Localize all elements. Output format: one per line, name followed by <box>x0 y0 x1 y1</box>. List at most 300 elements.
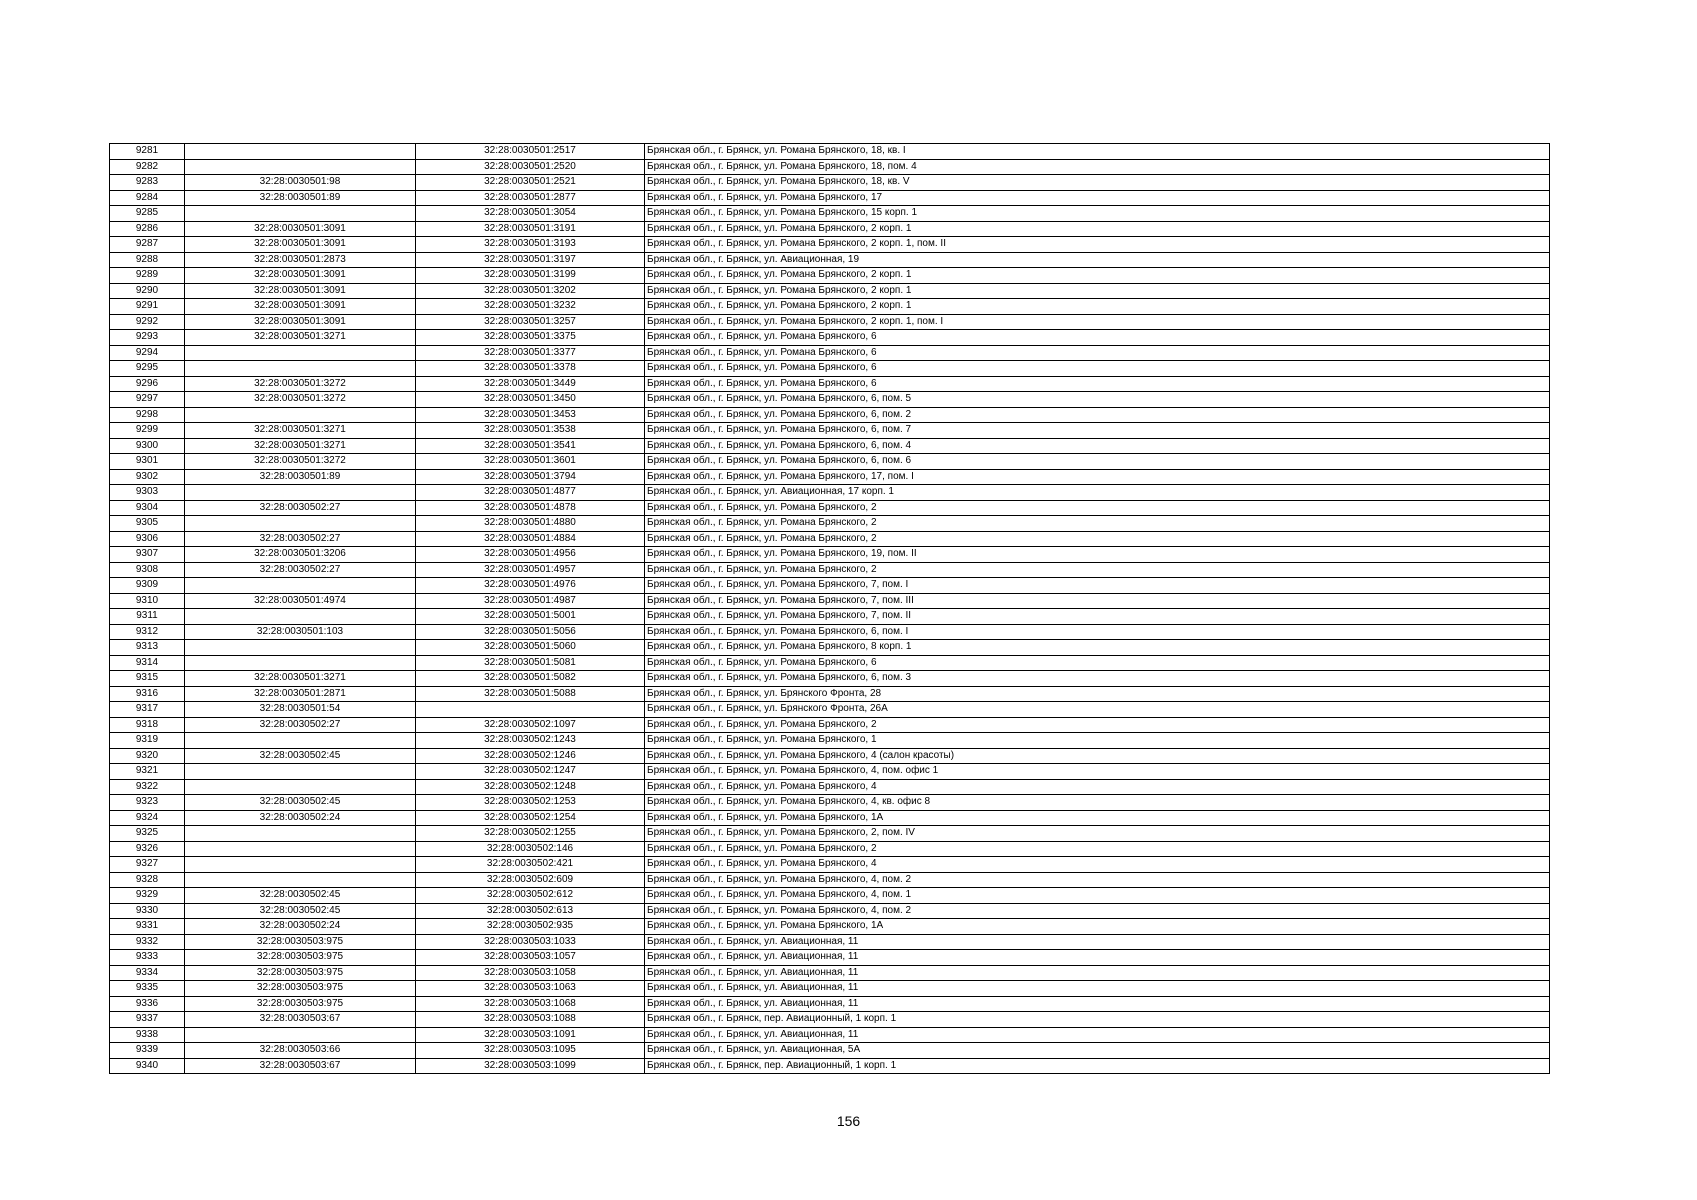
row-number-cell: 9286 <box>110 221 185 237</box>
row-number-cell: 9309 <box>110 578 185 594</box>
table-row <box>110 872 1550 888</box>
address-cell: Брянская обл., г. Брянск, пер. Авиационный, 1 корп. 1 <box>645 1058 1550 1074</box>
cadastral-number-cell: 32:28:0030502:1097 <box>416 717 645 733</box>
cadastral-number-cell: 32:28:0030503:1057 <box>416 950 645 966</box>
address-cell: Брянская обл., г. Брянск, ул. Романа Брянского, 6 <box>645 361 1550 377</box>
cadastral-number-cell: 32:28:0030501:3538 <box>416 423 645 439</box>
address-cell: Брянская обл., г. Брянск, ул. Авиационная, 11 <box>645 981 1550 997</box>
row-number-cell: 9311 <box>110 609 185 625</box>
table-row <box>110 686 1550 702</box>
parent-cadastral-number-cell: 32:28:0030501:3271 <box>185 671 416 687</box>
parent-cadastral-number-cell: 32:28:0030501:98 <box>185 175 416 191</box>
address-cell: Брянская обл., г. Брянск, ул. Романа Брянского, 17 <box>645 190 1550 206</box>
cadastral-number-cell: 32:28:0030502:146 <box>416 841 645 857</box>
parent-cadastral-number-cell <box>185 779 416 795</box>
table-row <box>110 857 1550 873</box>
row-number-cell: 9284 <box>110 190 185 206</box>
cadastral-number-cell: 32:28:0030502:421 <box>416 857 645 873</box>
address-cell: Брянская обл., г. Брянск, ул. Романа Брянского, 2 корп. 1 <box>645 283 1550 299</box>
row-number-cell: 9331 <box>110 919 185 935</box>
parent-cadastral-number-cell: 32:28:0030502:24 <box>185 919 416 935</box>
parent-cadastral-number-cell: 32:28:0030502:45 <box>185 888 416 904</box>
cadastral-number-cell: 32:28:0030501:5060 <box>416 640 645 656</box>
table-body <box>110 144 1550 1074</box>
property-registry-table <box>109 143 1550 1074</box>
table-row <box>110 283 1550 299</box>
cadastral-number-cell: 32:28:0030502:1247 <box>416 764 645 780</box>
table-row <box>110 795 1550 811</box>
table-row <box>110 268 1550 284</box>
cadastral-number-cell: 32:28:0030501:2517 <box>416 144 645 160</box>
cadastral-number-cell: 32:28:0030501:2521 <box>416 175 645 191</box>
table-row <box>110 702 1550 718</box>
address-cell: Брянская обл., г. Брянск, ул. Романа Брянского, 2 <box>645 717 1550 733</box>
table-row <box>110 965 1550 981</box>
row-number-cell: 9322 <box>110 779 185 795</box>
table-row <box>110 221 1550 237</box>
row-number-cell: 9328 <box>110 872 185 888</box>
parent-cadastral-number-cell: 32:28:0030502:27 <box>185 531 416 547</box>
table-row <box>110 779 1550 795</box>
address-cell: Брянская обл., г. Брянск, ул. Романа Брянского, 1А <box>645 810 1550 826</box>
parent-cadastral-number-cell <box>185 485 416 501</box>
parent-cadastral-number-cell: 32:28:0030501:89 <box>185 190 416 206</box>
table-row <box>110 841 1550 857</box>
address-cell: Брянская обл., г. Брянск, ул. Романа Брянского, 4 (салон красоты) <box>645 748 1550 764</box>
parent-cadastral-number-cell <box>185 764 416 780</box>
table-row <box>110 531 1550 547</box>
parent-cadastral-number-cell <box>185 826 416 842</box>
address-cell: Брянская обл., г. Брянск, ул. Романа Брянского, 4, кв. офис 8 <box>645 795 1550 811</box>
cadastral-number-cell: 32:28:0030501:3054 <box>416 206 645 222</box>
table-row <box>110 609 1550 625</box>
table-row <box>110 578 1550 594</box>
cadastral-number-cell: 32:28:0030501:5056 <box>416 624 645 640</box>
row-number-cell: 9291 <box>110 299 185 315</box>
table-row <box>110 764 1550 780</box>
row-number-cell: 9294 <box>110 345 185 361</box>
parent-cadastral-number-cell: 32:28:0030503:67 <box>185 1058 416 1074</box>
cadastral-number-cell: 32:28:0030501:4880 <box>416 516 645 532</box>
cadastral-number-cell: 32:28:0030501:5001 <box>416 609 645 625</box>
table-row <box>110 655 1550 671</box>
cadastral-number-cell: 32:28:0030501:4976 <box>416 578 645 594</box>
table-row <box>110 547 1550 563</box>
row-number-cell: 9308 <box>110 562 185 578</box>
table-row <box>110 624 1550 640</box>
row-number-cell: 9326 <box>110 841 185 857</box>
row-number-cell: 9289 <box>110 268 185 284</box>
row-number-cell: 9285 <box>110 206 185 222</box>
address-cell: Брянская обл., г. Брянск, ул. Романа Брянского, 4, пом. офис 1 <box>645 764 1550 780</box>
parent-cadastral-number-cell: 32:28:0030501:2871 <box>185 686 416 702</box>
table-row <box>110 500 1550 516</box>
cadastral-number-cell: 32:28:0030502:612 <box>416 888 645 904</box>
cadastral-number-cell: 32:28:0030501:2877 <box>416 190 645 206</box>
cadastral-number-cell: 32:28:0030502:1243 <box>416 733 645 749</box>
cadastral-number-cell: 32:28:0030502:1246 <box>416 748 645 764</box>
address-cell: Брянская обл., г. Брянск, ул. Романа Брянского, 7, пом. I <box>645 578 1550 594</box>
cadastral-number-cell: 32:28:0030501:4956 <box>416 547 645 563</box>
row-number-cell: 9287 <box>110 237 185 253</box>
cadastral-number-cell: 32:28:0030503:1088 <box>416 1012 645 1028</box>
cadastral-number-cell: 32:28:0030503:1033 <box>416 934 645 950</box>
row-number-cell: 9304 <box>110 500 185 516</box>
row-number-cell: 9339 <box>110 1043 185 1059</box>
address-cell: Брянская обл., г. Брянск, ул. Авиационная, 11 <box>645 965 1550 981</box>
address-cell: Брянская обл., г. Брянск, ул. Романа Брянского, 4, пом. 2 <box>645 872 1550 888</box>
cadastral-number-cell: 32:28:0030501:3375 <box>416 330 645 346</box>
parent-cadastral-number-cell: 32:28:0030503:975 <box>185 934 416 950</box>
parent-cadastral-number-cell: 32:28:0030501:89 <box>185 469 416 485</box>
parent-cadastral-number-cell: 32:28:0030501:3091 <box>185 268 416 284</box>
parent-cadastral-number-cell: 32:28:0030501:3091 <box>185 283 416 299</box>
row-number-cell: 9321 <box>110 764 185 780</box>
table-row <box>110 206 1550 222</box>
cadastral-number-cell: 32:28:0030502:613 <box>416 903 645 919</box>
cadastral-number-cell: 32:28:0030502:609 <box>416 872 645 888</box>
table-row <box>110 593 1550 609</box>
table-row <box>110 376 1550 392</box>
row-number-cell: 9314 <box>110 655 185 671</box>
parent-cadastral-number-cell: 32:28:0030503:975 <box>185 996 416 1012</box>
row-number-cell: 9323 <box>110 795 185 811</box>
table-row <box>110 190 1550 206</box>
parent-cadastral-number-cell: 32:28:0030501:54 <box>185 702 416 718</box>
address-cell: Брянская обл., г. Брянск, ул. Романа Брянского, 6, пом. 5 <box>645 392 1550 408</box>
table-row <box>110 810 1550 826</box>
address-cell: Брянская обл., г. Брянск, ул. Романа Брянского, 6, пом. 4 <box>645 438 1550 454</box>
table-row <box>110 1043 1550 1059</box>
parent-cadastral-number-cell <box>185 159 416 175</box>
table-row <box>110 516 1550 532</box>
row-number-cell: 9324 <box>110 810 185 826</box>
parent-cadastral-number-cell <box>185 516 416 532</box>
row-number-cell: 9298 <box>110 407 185 423</box>
address-cell: Брянская обл., г. Брянск, ул. Романа Брянского, 18, пом. 4 <box>645 159 1550 175</box>
table-row <box>110 144 1550 160</box>
cadastral-number-cell: 32:28:0030501:5082 <box>416 671 645 687</box>
cadastral-number-cell <box>416 702 645 718</box>
row-number-cell: 9283 <box>110 175 185 191</box>
parent-cadastral-number-cell: 32:28:0030501:3271 <box>185 423 416 439</box>
cadastral-number-cell: 32:28:0030503:1095 <box>416 1043 645 1059</box>
address-cell: Брянская обл., г. Брянск, ул. Романа Брянского, 2 корп. 1 <box>645 221 1550 237</box>
table-row <box>110 407 1550 423</box>
cadastral-number-cell: 32:28:0030501:3601 <box>416 454 645 470</box>
table-row <box>110 330 1550 346</box>
address-cell: Брянская обл., г. Брянск, ул. Романа Брянского, 6 <box>645 376 1550 392</box>
cadastral-number-cell: 32:28:0030501:5088 <box>416 686 645 702</box>
cadastral-number-cell: 32:28:0030501:3257 <box>416 314 645 330</box>
cadastral-number-cell: 32:28:0030503:1068 <box>416 996 645 1012</box>
cadastral-number-cell: 32:28:0030501:5081 <box>416 655 645 671</box>
row-number-cell: 9335 <box>110 981 185 997</box>
cadastral-number-cell: 32:28:0030501:3197 <box>416 252 645 268</box>
address-cell: Брянская обл., г. Брянск, ул. Романа Брянского, 6, пом. 2 <box>645 407 1550 423</box>
parent-cadastral-number-cell <box>185 144 416 160</box>
parent-cadastral-number-cell: 32:28:0030501:3272 <box>185 392 416 408</box>
row-number-cell: 9317 <box>110 702 185 718</box>
table-row <box>110 671 1550 687</box>
address-cell: Брянская обл., г. Брянск, ул. Романа Брянского, 7, пом. II <box>645 609 1550 625</box>
row-number-cell: 9302 <box>110 469 185 485</box>
row-number-cell: 9307 <box>110 547 185 563</box>
cadastral-number-cell: 32:28:0030503:1058 <box>416 965 645 981</box>
parent-cadastral-number-cell <box>185 206 416 222</box>
row-number-cell: 9300 <box>110 438 185 454</box>
address-cell: Брянская обл., г. Брянск, ул. Романа Брянского, 2, пом. IV <box>645 826 1550 842</box>
page-number: 156 <box>836 1113 861 1129</box>
parent-cadastral-number-cell <box>185 640 416 656</box>
parent-cadastral-number-cell <box>185 609 416 625</box>
address-cell: Брянская обл., г. Брянск, ул. Романа Брянского, 2 <box>645 562 1550 578</box>
address-cell: Брянская обл., г. Брянск, ул. Авиационная, 5А <box>645 1043 1550 1059</box>
parent-cadastral-number-cell <box>185 407 416 423</box>
cadastral-number-cell: 32:28:0030501:3377 <box>416 345 645 361</box>
address-cell: Брянская обл., г. Брянск, ул. Романа Брянского, 2 корп. 1, пом. II <box>645 237 1550 253</box>
table-row <box>110 903 1550 919</box>
parent-cadastral-number-cell <box>185 857 416 873</box>
table-row <box>110 237 1550 253</box>
address-cell: Брянская обл., г. Брянск, ул. Романа Брянского, 4, пом. 2 <box>645 903 1550 919</box>
table-row <box>110 996 1550 1012</box>
parent-cadastral-number-cell: 32:28:0030503:67 <box>185 1012 416 1028</box>
address-cell: Брянская обл., г. Брянск, ул. Романа Брянского, 6, пом. I <box>645 624 1550 640</box>
parent-cadastral-number-cell <box>185 578 416 594</box>
cadastral-number-cell: 32:28:0030501:4878 <box>416 500 645 516</box>
address-cell: Брянская обл., г. Брянск, ул. Романа Брянского, 15 корп. 1 <box>645 206 1550 222</box>
cadastral-number-cell: 32:28:0030501:3202 <box>416 283 645 299</box>
table-row <box>110 562 1550 578</box>
table-row <box>110 950 1550 966</box>
parent-cadastral-number-cell: 32:28:0030501:3271 <box>185 330 416 346</box>
parent-cadastral-number-cell: 32:28:0030502:27 <box>185 500 416 516</box>
table-row <box>110 1058 1550 1074</box>
parent-cadastral-number-cell: 32:28:0030501:4974 <box>185 593 416 609</box>
address-cell: Брянская обл., г. Брянск, ул. Романа Брянского, 2 <box>645 516 1550 532</box>
table-row <box>110 361 1550 377</box>
address-cell: Брянская обл., г. Брянск, ул. Романа Брянского, 6 <box>645 345 1550 361</box>
parent-cadastral-number-cell: 32:28:0030501:103 <box>185 624 416 640</box>
parent-cadastral-number-cell: 32:28:0030502:24 <box>185 810 416 826</box>
cadastral-number-cell: 32:28:0030501:4877 <box>416 485 645 501</box>
parent-cadastral-number-cell <box>185 345 416 361</box>
address-cell: Брянская обл., г. Брянск, ул. Романа Брянского, 6 <box>645 330 1550 346</box>
parent-cadastral-number-cell <box>185 1027 416 1043</box>
cadastral-number-cell: 32:28:0030502:1254 <box>416 810 645 826</box>
address-cell: Брянская обл., г. Брянск, ул. Авиационная, 11 <box>645 934 1550 950</box>
parent-cadastral-number-cell <box>185 841 416 857</box>
table-row <box>110 981 1550 997</box>
table-row <box>110 469 1550 485</box>
parent-cadastral-number-cell: 32:28:0030503:975 <box>185 965 416 981</box>
address-cell: Брянская обл., г. Брянск, ул. Романа Брянского, 18, кв. I <box>645 144 1550 160</box>
row-number-cell: 9301 <box>110 454 185 470</box>
cadastral-number-cell: 32:28:0030501:2520 <box>416 159 645 175</box>
address-cell: Брянская обл., г. Брянск, ул. Авиационная, 11 <box>645 1027 1550 1043</box>
cadastral-number-cell: 32:28:0030501:4957 <box>416 562 645 578</box>
table-row <box>110 314 1550 330</box>
table-row <box>110 826 1550 842</box>
row-number-cell: 9320 <box>110 748 185 764</box>
row-number-cell: 9327 <box>110 857 185 873</box>
address-cell: Брянская обл., г. Брянск, ул. Романа Брянского, 6, пом. 7 <box>645 423 1550 439</box>
address-cell: Брянская обл., г. Брянск, ул. Романа Брянского, 2 <box>645 500 1550 516</box>
row-number-cell: 9296 <box>110 376 185 392</box>
table-row <box>110 934 1550 950</box>
cadastral-number-cell: 32:28:0030503:1063 <box>416 981 645 997</box>
address-cell: Брянская обл., г. Брянск, ул. Авиационная, 11 <box>645 950 1550 966</box>
address-cell: Брянская обл., г. Брянск, ул. Романа Брянского, 2 корп. 1 <box>645 268 1550 284</box>
cadastral-number-cell: 32:28:0030501:4884 <box>416 531 645 547</box>
row-number-cell: 9319 <box>110 733 185 749</box>
row-number-cell: 9333 <box>110 950 185 966</box>
row-number-cell: 9329 <box>110 888 185 904</box>
address-cell: Брянская обл., г. Брянск, ул. Авиационная, 19 <box>645 252 1550 268</box>
address-cell: Брянская обл., г. Брянск, ул. Романа Брянского, 1 <box>645 733 1550 749</box>
cadastral-number-cell: 32:28:0030501:3453 <box>416 407 645 423</box>
cadastral-number-cell: 32:28:0030501:3199 <box>416 268 645 284</box>
row-number-cell: 9305 <box>110 516 185 532</box>
address-cell: Брянская обл., г. Брянск, ул. Романа Брянского, 6, пом. 3 <box>645 671 1550 687</box>
table-row <box>110 485 1550 501</box>
parent-cadastral-number-cell: 32:28:0030501:3272 <box>185 454 416 470</box>
address-cell: Брянская обл., г. Брянск, ул. Романа Брянского, 1А <box>645 919 1550 935</box>
address-cell: Брянская обл., г. Брянск, ул. Авиационная, 11 <box>645 996 1550 1012</box>
table-row <box>110 175 1550 191</box>
parent-cadastral-number-cell: 32:28:0030501:3091 <box>185 237 416 253</box>
row-number-cell: 9318 <box>110 717 185 733</box>
cadastral-number-cell: 32:28:0030503:1099 <box>416 1058 645 1074</box>
row-number-cell: 9316 <box>110 686 185 702</box>
parent-cadastral-number-cell: 32:28:0030502:27 <box>185 717 416 733</box>
table-row <box>110 423 1550 439</box>
cadastral-number-cell: 32:28:0030501:3794 <box>416 469 645 485</box>
row-number-cell: 9337 <box>110 1012 185 1028</box>
table-row <box>110 733 1550 749</box>
row-number-cell: 9313 <box>110 640 185 656</box>
table-row <box>110 345 1550 361</box>
row-number-cell: 9330 <box>110 903 185 919</box>
row-number-cell: 9295 <box>110 361 185 377</box>
cadastral-number-cell: 32:28:0030502:1248 <box>416 779 645 795</box>
address-cell: Брянская обл., г. Брянск, ул. Романа Брянского, 18, кв. V <box>645 175 1550 191</box>
address-cell: Брянская обл., г. Брянск, ул. Авиационная, 17 корп. 1 <box>645 485 1550 501</box>
cadastral-number-cell: 32:28:0030501:3541 <box>416 438 645 454</box>
row-number-cell: 9315 <box>110 671 185 687</box>
cadastral-number-cell: 32:28:0030503:1091 <box>416 1027 645 1043</box>
cadastral-number-cell: 32:28:0030501:3378 <box>416 361 645 377</box>
address-cell: Брянская обл., г. Брянск, ул. Романа Брянского, 7, пом. III <box>645 593 1550 609</box>
parent-cadastral-number-cell: 32:28:0030503:975 <box>185 950 416 966</box>
row-number-cell: 9292 <box>110 314 185 330</box>
cadastral-number-cell: 32:28:0030501:4987 <box>416 593 645 609</box>
parent-cadastral-number-cell: 32:28:0030503:975 <box>185 981 416 997</box>
table-row <box>110 299 1550 315</box>
row-number-cell: 9312 <box>110 624 185 640</box>
table-row <box>110 252 1550 268</box>
address-cell: Брянская обл., г. Брянск, ул. Романа Брянского, 2 <box>645 531 1550 547</box>
parent-cadastral-number-cell: 32:28:0030502:45 <box>185 748 416 764</box>
table-row <box>110 1012 1550 1028</box>
row-number-cell: 9303 <box>110 485 185 501</box>
cadastral-number-cell: 32:28:0030501:3450 <box>416 392 645 408</box>
row-number-cell: 9293 <box>110 330 185 346</box>
row-number-cell: 9332 <box>110 934 185 950</box>
cadastral-number-cell: 32:28:0030501:3191 <box>416 221 645 237</box>
address-cell: Брянская обл., г. Брянск, ул. Романа Брянского, 2 корп. 1 <box>645 299 1550 315</box>
address-cell: Брянская обл., г. Брянск, ул. Романа Брянского, 17, пом. I <box>645 469 1550 485</box>
address-cell: Брянская обл., г. Брянск, ул. Романа Брянского, 4, пом. 1 <box>645 888 1550 904</box>
parent-cadastral-number-cell: 32:28:0030502:45 <box>185 903 416 919</box>
table-row <box>110 717 1550 733</box>
address-cell: Брянская обл., г. Брянск, ул. Брянского Фронта, 26А <box>645 702 1550 718</box>
cadastral-number-cell: 32:28:0030501:3232 <box>416 299 645 315</box>
cadastral-number-cell: 32:28:0030502:935 <box>416 919 645 935</box>
address-cell: Брянская обл., г. Брянск, ул. Брянского Фронта, 28 <box>645 686 1550 702</box>
cadastral-number-cell: 32:28:0030502:1253 <box>416 795 645 811</box>
row-number-cell: 9334 <box>110 965 185 981</box>
address-cell: Брянская обл., г. Брянск, ул. Романа Брянского, 2 корп. 1, пом. I <box>645 314 1550 330</box>
cadastral-number-cell: 32:28:0030501:3449 <box>416 376 645 392</box>
row-number-cell: 9336 <box>110 996 185 1012</box>
parent-cadastral-number-cell: 32:28:0030503:66 <box>185 1043 416 1059</box>
parent-cadastral-number-cell: 32:28:0030501:3091 <box>185 221 416 237</box>
parent-cadastral-number-cell: 32:28:0030501:3272 <box>185 376 416 392</box>
row-number-cell: 9297 <box>110 392 185 408</box>
table-row <box>110 159 1550 175</box>
row-number-cell: 9306 <box>110 531 185 547</box>
parent-cadastral-number-cell <box>185 733 416 749</box>
address-cell: Брянская обл., г. Брянск, пер. Авиационный, 1 корп. 1 <box>645 1012 1550 1028</box>
parent-cadastral-number-cell: 32:28:0030502:27 <box>185 562 416 578</box>
row-number-cell: 9340 <box>110 1058 185 1074</box>
parent-cadastral-number-cell: 32:28:0030501:3206 <box>185 547 416 563</box>
row-number-cell: 9299 <box>110 423 185 439</box>
parent-cadastral-number-cell: 32:28:0030501:3091 <box>185 314 416 330</box>
row-number-cell: 9288 <box>110 252 185 268</box>
table-row <box>110 748 1550 764</box>
table-row <box>110 919 1550 935</box>
parent-cadastral-number-cell <box>185 655 416 671</box>
parent-cadastral-number-cell <box>185 361 416 377</box>
parent-cadastral-number-cell: 32:28:0030501:3091 <box>185 299 416 315</box>
address-cell: Брянская обл., г. Брянск, ул. Романа Брянского, 6 <box>645 655 1550 671</box>
parent-cadastral-number-cell: 32:28:0030501:3271 <box>185 438 416 454</box>
row-number-cell: 9325 <box>110 826 185 842</box>
table-row <box>110 392 1550 408</box>
row-number-cell: 9310 <box>110 593 185 609</box>
row-number-cell: 9282 <box>110 159 185 175</box>
table-row <box>110 888 1550 904</box>
table-row <box>110 1027 1550 1043</box>
table-row <box>110 438 1550 454</box>
row-number-cell: 9338 <box>110 1027 185 1043</box>
row-number-cell: 9281 <box>110 144 185 160</box>
cadastral-number-cell: 32:28:0030502:1255 <box>416 826 645 842</box>
address-cell: Брянская обл., г. Брянск, ул. Романа Брянского, 2 <box>645 841 1550 857</box>
address-cell: Брянская обл., г. Брянск, ул. Романа Брянского, 4 <box>645 779 1550 795</box>
table-row <box>110 640 1550 656</box>
parent-cadastral-number-cell <box>185 872 416 888</box>
address-cell: Брянская обл., г. Брянск, ул. Романа Брянского, 8 корп. 1 <box>645 640 1550 656</box>
address-cell: Брянская обл., г. Брянск, ул. Романа Брянского, 19, пом. II <box>645 547 1550 563</box>
address-cell: Брянская обл., г. Брянск, ул. Романа Брянского, 6, пом. 6 <box>645 454 1550 470</box>
row-number-cell: 9290 <box>110 283 185 299</box>
address-cell: Брянская обл., г. Брянск, ул. Романа Брянского, 4 <box>645 857 1550 873</box>
cadastral-number-cell: 32:28:0030501:3193 <box>416 237 645 253</box>
